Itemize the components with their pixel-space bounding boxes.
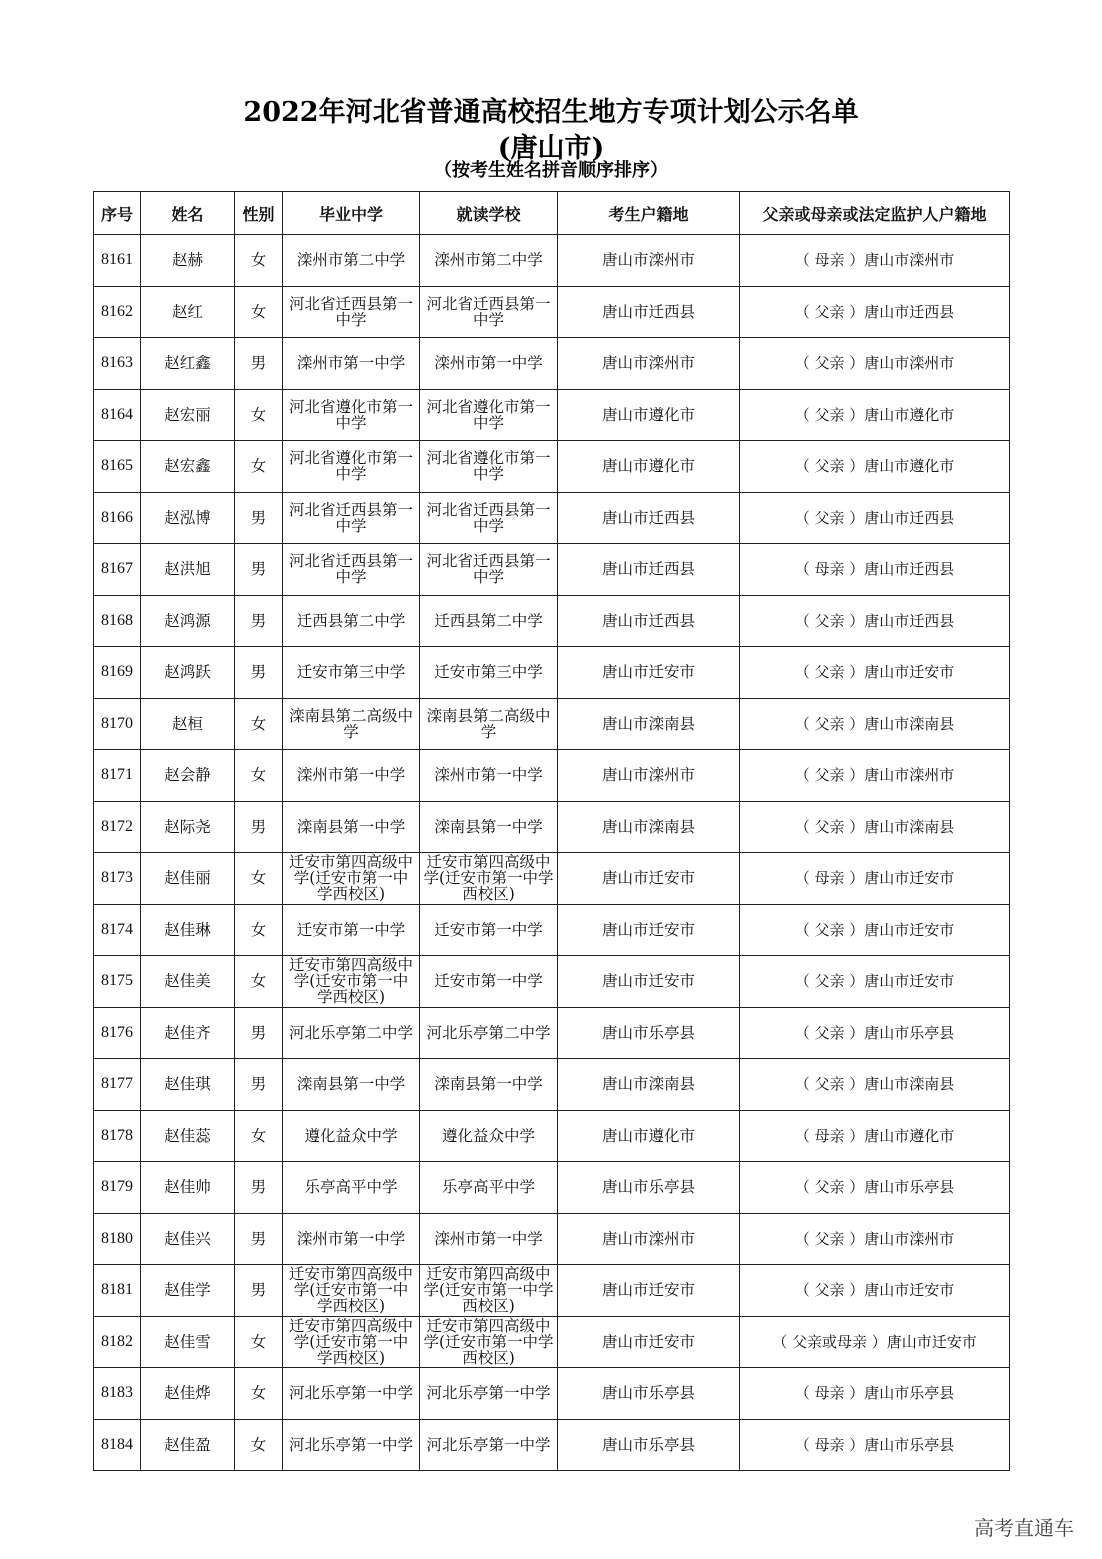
cell-current-school: 河北省迁西县第一中学 <box>420 492 558 544</box>
cell-household: 唐山市乐亭县 <box>558 1419 740 1471</box>
cell-household: 唐山市遵化市 <box>558 389 740 441</box>
cell-guardian-household: （ 父亲 ）唐山市遵化市 <box>740 389 1010 441</box>
table-row <box>94 1419 1010 1471</box>
cell-guardian-household: （ 父亲 ）唐山市滦南县 <box>740 801 1010 853</box>
cell-guardian-household: （ 母亲 ）唐山市遵化市 <box>740 1110 1010 1162</box>
cell-household: 唐山市乐亭县 <box>558 1368 740 1420</box>
cell-household: 唐山市滦州市 <box>558 338 740 390</box>
table-row <box>94 853 1010 905</box>
cell-household: 唐山市迁安市 <box>558 956 740 1008</box>
cell-guardian-household: （ 母亲 ）唐山市迁安市 <box>740 853 1010 905</box>
cell-name: 赵红鑫 <box>141 338 235 390</box>
cell-grad-school: 河北省遵化市第一中学 <box>283 441 420 493</box>
cell-guardian-household: （ 父亲 ）唐山市滦州市 <box>740 338 1010 390</box>
cell-name: 赵宏鑫 <box>141 441 235 493</box>
cell-household: 唐山市滦州市 <box>558 235 740 287</box>
cell-gender: 男 <box>235 1007 283 1059</box>
table-row <box>94 904 1010 956</box>
cell-guardian-household: （ 母亲 ）唐山市滦州市 <box>740 235 1010 287</box>
cell-guardian-household: （ 父亲 ）唐山市滦州市 <box>740 1213 1010 1265</box>
cell-current-school: 河北省遵化市第一中学 <box>420 389 558 441</box>
header-seq: 序号 <box>94 192 141 235</box>
cell-name: 赵佳雪 <box>141 1316 235 1368</box>
cell-gender: 男 <box>235 544 283 596</box>
cell-gender: 女 <box>235 853 283 905</box>
cell-name: 赵佳帅 <box>141 1162 235 1214</box>
cell-grad-school: 河北省遵化市第一中学 <box>283 389 420 441</box>
cell-guardian-household: （ 父亲 ）唐山市迁安市 <box>740 647 1010 699</box>
cell-gender: 女 <box>235 698 283 750</box>
cell-seq: 8163 <box>94 338 141 390</box>
cell-household: 唐山市迁西县 <box>558 595 740 647</box>
cell-grad-school: 迁安市第四高级中学(迁安市第一中学西校区) <box>283 1316 420 1368</box>
table-row <box>94 801 1010 853</box>
cell-grad-school: 河北乐亭第一中学 <box>283 1368 420 1420</box>
cell-grad-school: 滦州市第一中学 <box>283 1213 420 1265</box>
cell-gender: 女 <box>235 235 283 287</box>
cell-guardian-household: （ 父亲 ）唐山市乐亭县 <box>740 1007 1010 1059</box>
table-row <box>94 1162 1010 1214</box>
cell-gender: 男 <box>235 1162 283 1214</box>
cell-household: 唐山市迁安市 <box>558 904 740 956</box>
cell-gender: 男 <box>235 492 283 544</box>
cell-gender: 男 <box>235 338 283 390</box>
cell-name: 赵佳琳 <box>141 904 235 956</box>
cell-grad-school: 河北省迁西县第一中学 <box>283 492 420 544</box>
cell-seq: 8179 <box>94 1162 141 1214</box>
cell-gender: 女 <box>235 441 283 493</box>
cell-gender: 女 <box>235 286 283 338</box>
table-row <box>94 956 1010 1008</box>
cell-current-school: 滦州市第一中学 <box>420 1213 558 1265</box>
cell-name: 赵洪旭 <box>141 544 235 596</box>
cell-grad-school: 迁安市第四高级中学(迁安市第一中学西校区) <box>283 956 420 1008</box>
cell-guardian-household: （ 父亲 ）唐山市迁西县 <box>740 595 1010 647</box>
cell-name: 赵泓博 <box>141 492 235 544</box>
cell-seq: 8171 <box>94 750 141 802</box>
cell-grad-school: 滦州市第一中学 <box>283 750 420 802</box>
cell-gender: 男 <box>235 1213 283 1265</box>
table-row <box>94 389 1010 441</box>
cell-grad-school: 河北乐亭第二中学 <box>283 1007 420 1059</box>
header-name: 姓名 <box>141 192 235 235</box>
table-row <box>94 750 1010 802</box>
cell-grad-school: 遵化益众中学 <box>283 1110 420 1162</box>
cell-household: 唐山市迁西县 <box>558 544 740 596</box>
cell-seq: 8172 <box>94 801 141 853</box>
cell-grad-school: 迁西县第二中学 <box>283 595 420 647</box>
cell-name: 赵际尧 <box>141 801 235 853</box>
cell-guardian-household: （ 父亲 ）唐山市迁安市 <box>740 956 1010 1008</box>
cell-guardian-household: （ 父亲 ）唐山市滦南县 <box>740 1059 1010 1111</box>
cell-gender: 男 <box>235 595 283 647</box>
header-gender: 性别 <box>235 192 283 235</box>
cell-name: 赵佳烨 <box>141 1368 235 1420</box>
cell-current-school: 迁安市第四高级中学(迁安市第一中学西校区) <box>420 1265 558 1317</box>
cell-current-school: 滦州市第一中学 <box>420 750 558 802</box>
cell-seq: 8165 <box>94 441 141 493</box>
cell-seq: 8173 <box>94 853 141 905</box>
cell-grad-school: 迁安市第四高级中学(迁安市第一中学西校区) <box>283 1265 420 1317</box>
cell-grad-school: 滦州市第二中学 <box>283 235 420 287</box>
cell-current-school: 滦州市第一中学 <box>420 338 558 390</box>
cell-gender: 女 <box>235 1368 283 1420</box>
cell-name: 赵佳兴 <box>141 1213 235 1265</box>
cell-household: 唐山市滦南县 <box>558 801 740 853</box>
cell-gender: 女 <box>235 1316 283 1368</box>
cell-current-school: 滦南县第一中学 <box>420 1059 558 1111</box>
cell-name: 赵佳丽 <box>141 853 235 905</box>
cell-household: 唐山市遵化市 <box>558 441 740 493</box>
cell-household: 唐山市迁西县 <box>558 286 740 338</box>
cell-household: 唐山市迁安市 <box>558 853 740 905</box>
cell-guardian-household: （ 父亲 ）唐山市迁西县 <box>740 286 1010 338</box>
cell-household: 唐山市滦州市 <box>558 1213 740 1265</box>
cell-guardian-household: （ 父亲 ）唐山市迁西县 <box>740 492 1010 544</box>
cell-household: 唐山市迁安市 <box>558 647 740 699</box>
cell-current-school: 滦南县第一中学 <box>420 801 558 853</box>
cell-gender: 男 <box>235 1059 283 1111</box>
table-row <box>94 1110 1010 1162</box>
page-title: 2022年河北省普通高校招生地方专项计划公示名单 <box>243 97 859 128</box>
table-row <box>94 698 1010 750</box>
cell-name: 赵鸿跃 <box>141 647 235 699</box>
cell-gender: 女 <box>235 956 283 1008</box>
cell-guardian-household: （ 母亲 ）唐山市乐亭县 <box>740 1368 1010 1420</box>
cell-name: 赵鸿源 <box>141 595 235 647</box>
cell-name: 赵桓 <box>141 698 235 750</box>
header-household: 考生户籍地 <box>558 192 740 235</box>
table-row <box>94 1265 1010 1317</box>
watermark: 高考直通车 <box>974 1516 1074 1540</box>
cell-grad-school: 迁安市第一中学 <box>283 904 420 956</box>
cell-guardian-household: （ 父亲或母亲 ）唐山市迁安市 <box>740 1316 1010 1368</box>
cell-grad-school: 河北省迁西县第一中学 <box>283 544 420 596</box>
table-row <box>94 492 1010 544</box>
cell-name: 赵赫 <box>141 235 235 287</box>
cell-seq: 8169 <box>94 647 141 699</box>
cell-current-school: 迁安市第三中学 <box>420 647 558 699</box>
cell-grad-school: 滦南县第二高级中学 <box>283 698 420 750</box>
cell-current-school: 迁西县第二中学 <box>420 595 558 647</box>
cell-seq: 8167 <box>94 544 141 596</box>
cell-grad-school: 河北乐亭第一中学 <box>283 1419 420 1471</box>
cell-current-school: 迁安市第一中学 <box>420 904 558 956</box>
cell-household: 唐山市迁西县 <box>558 492 740 544</box>
cell-name: 赵佳琪 <box>141 1059 235 1111</box>
cell-grad-school: 滦南县第一中学 <box>283 1059 420 1111</box>
cell-seq: 8178 <box>94 1110 141 1162</box>
cell-current-school: 河北乐亭第一中学 <box>420 1368 558 1420</box>
cell-name: 赵佳美 <box>141 956 235 1008</box>
cell-current-school: 河北乐亭第一中学 <box>420 1419 558 1471</box>
table-row <box>94 647 1010 699</box>
cell-seq: 8162 <box>94 286 141 338</box>
cell-household: 唐山市滦南县 <box>558 698 740 750</box>
cell-grad-school: 滦州市第一中学 <box>283 338 420 390</box>
cell-guardian-household: （ 父亲 ）唐山市乐亭县 <box>740 1162 1010 1214</box>
cell-household: 唐山市迁安市 <box>558 1316 740 1368</box>
header-guardian-household: 父亲或母亲或法定监护人户籍地 <box>740 192 1010 235</box>
cell-current-school: 滦南县第二高级中学 <box>420 698 558 750</box>
cell-name: 赵佳齐 <box>141 1007 235 1059</box>
cell-current-school: 迁安市第一中学 <box>420 956 558 1008</box>
cell-seq: 8177 <box>94 1059 141 1111</box>
page-subtitle-city: (唐山市) <box>497 133 605 164</box>
cell-gender: 女 <box>235 1419 283 1471</box>
cell-seq: 8184 <box>94 1419 141 1471</box>
cell-current-school: 河北省迁西县第一中学 <box>420 286 558 338</box>
cell-seq: 8161 <box>94 235 141 287</box>
cell-seq: 8166 <box>94 492 141 544</box>
cell-current-school: 河北省遵化市第一中学 <box>420 441 558 493</box>
table-row <box>94 235 1010 287</box>
cell-guardian-household: （ 父亲 ）唐山市遵化市 <box>740 441 1010 493</box>
cell-grad-school: 乐亭高平中学 <box>283 1162 420 1214</box>
cell-seq: 8183 <box>94 1368 141 1420</box>
cell-current-school: 河北省迁西县第一中学 <box>420 544 558 596</box>
table-row <box>94 338 1010 390</box>
cell-guardian-household: （ 父亲 ）唐山市迁安市 <box>740 1265 1010 1317</box>
cell-current-school: 遵化益众中学 <box>420 1110 558 1162</box>
cell-household: 唐山市滦南县 <box>558 1059 740 1111</box>
cell-seq: 8164 <box>94 389 141 441</box>
table-row <box>94 1368 1010 1420</box>
cell-name: 赵佳蕊 <box>141 1110 235 1162</box>
table-row <box>94 1059 1010 1111</box>
cell-grad-school: 河北省迁西县第一中学 <box>283 286 420 338</box>
table-row <box>94 1213 1010 1265</box>
cell-gender: 男 <box>235 647 283 699</box>
cell-gender: 女 <box>235 750 283 802</box>
cell-grad-school: 迁安市第三中学 <box>283 647 420 699</box>
table-row <box>94 544 1010 596</box>
cell-seq: 8175 <box>94 956 141 1008</box>
table-row <box>94 1007 1010 1059</box>
cell-name: 赵会静 <box>141 750 235 802</box>
cell-guardian-household: （ 父亲 ）唐山市滦南县 <box>740 698 1010 750</box>
cell-gender: 女 <box>235 1110 283 1162</box>
header-current-school: 就读学校 <box>420 192 558 235</box>
header-row <box>94 192 1010 235</box>
cell-seq: 8180 <box>94 1213 141 1265</box>
cell-grad-school: 迁安市第四高级中学(迁安市第一中学西校区) <box>283 853 420 905</box>
cell-seq: 8174 <box>94 904 141 956</box>
cell-guardian-household: （ 父亲 ）唐山市迁安市 <box>740 904 1010 956</box>
cell-gender: 女 <box>235 389 283 441</box>
cell-current-school: 河北乐亭第二中学 <box>420 1007 558 1059</box>
cell-seq: 8170 <box>94 698 141 750</box>
cell-gender: 男 <box>235 801 283 853</box>
cell-name: 赵宏丽 <box>141 389 235 441</box>
cell-household: 唐山市遵化市 <box>558 1110 740 1162</box>
cell-grad-school: 滦南县第一中学 <box>283 801 420 853</box>
cell-household: 唐山市乐亭县 <box>558 1162 740 1214</box>
cell-guardian-household: （ 母亲 ）唐山市乐亭县 <box>740 1419 1010 1471</box>
roster-table <box>93 191 1010 1471</box>
cell-current-school: 迁安市第四高级中学(迁安市第一中学西校区) <box>420 853 558 905</box>
cell-current-school: 滦州市第二中学 <box>420 235 558 287</box>
cell-seq: 8168 <box>94 595 141 647</box>
cell-guardian-household: （ 父亲 ）唐山市滦州市 <box>740 750 1010 802</box>
cell-gender: 男 <box>235 1265 283 1317</box>
cell-name: 赵佳盈 <box>141 1419 235 1471</box>
cell-guardian-household: （ 母亲 ）唐山市迁西县 <box>740 544 1010 596</box>
table-body <box>94 235 1010 1471</box>
cell-current-school: 乐亭高平中学 <box>420 1162 558 1214</box>
cell-household: 唐山市乐亭县 <box>558 1007 740 1059</box>
table-row <box>94 595 1010 647</box>
table-row <box>94 441 1010 493</box>
page-subtitle-sort-note: （按考生姓名拼音顺序排序） <box>434 160 668 181</box>
table-row <box>94 1316 1010 1368</box>
cell-household: 唐山市滦州市 <box>558 750 740 802</box>
cell-seq: 8181 <box>94 1265 141 1317</box>
cell-seq: 8182 <box>94 1316 141 1368</box>
cell-seq: 8176 <box>94 1007 141 1059</box>
cell-current-school: 迁安市第四高级中学(迁安市第一中学西校区) <box>420 1316 558 1368</box>
header-grad-school: 毕业中学 <box>283 192 420 235</box>
cell-gender: 女 <box>235 904 283 956</box>
cell-household: 唐山市迁安市 <box>558 1265 740 1317</box>
cell-name: 赵佳学 <box>141 1265 235 1317</box>
cell-name: 赵红 <box>141 286 235 338</box>
table-row <box>94 286 1010 338</box>
